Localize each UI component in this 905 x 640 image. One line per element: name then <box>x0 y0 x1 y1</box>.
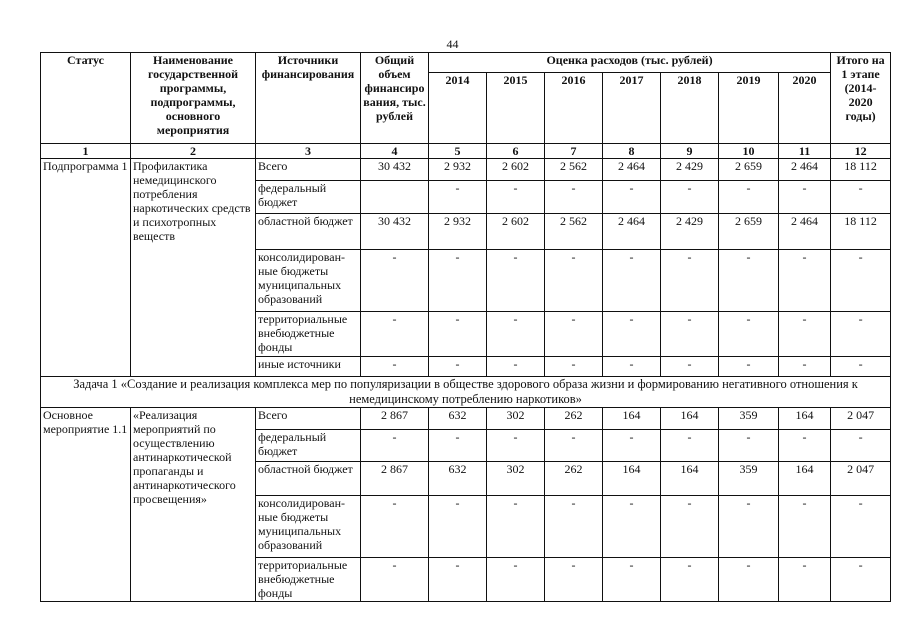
header-year: 2020 <box>779 73 831 144</box>
year-value-cell: - <box>487 558 545 602</box>
year-value-cell: 164 <box>603 408 661 430</box>
stage-total-cell: 2 047 <box>831 408 891 430</box>
year-value-cell: 2 659 <box>719 214 779 250</box>
column-number: 11 <box>779 144 831 159</box>
year-value-cell: - <box>487 430 545 462</box>
source-cell: областной бюджет <box>256 214 361 250</box>
stage-total-cell: - <box>831 250 891 312</box>
header-year: 2017 <box>603 73 661 144</box>
year-value-cell: 2 932 <box>429 159 487 181</box>
year-value-cell: 164 <box>779 462 831 496</box>
total-cell <box>361 181 429 214</box>
total-cell: - <box>361 558 429 602</box>
column-number: 4 <box>361 144 429 159</box>
column-number: 6 <box>487 144 545 159</box>
total-cell: 2 867 <box>361 408 429 430</box>
source-cell: консолидирован-ные бюджеты муниципальных образований <box>256 250 361 312</box>
year-value-cell: - <box>545 430 603 462</box>
year-value-cell: - <box>487 250 545 312</box>
column-number: 12 <box>831 144 891 159</box>
year-value-cell: 2 464 <box>603 214 661 250</box>
year-value-cell: - <box>719 181 779 214</box>
year-value-cell: - <box>487 496 545 558</box>
year-value-cell: - <box>603 558 661 602</box>
year-value-cell: 2 562 <box>545 159 603 181</box>
year-value-cell: - <box>661 496 719 558</box>
year-value-cell: 302 <box>487 462 545 496</box>
year-value-cell: - <box>429 496 487 558</box>
page-number: 44 <box>446 37 459 51</box>
year-value-cell: - <box>545 558 603 602</box>
stage-total-cell: 18 112 <box>831 159 891 181</box>
year-value-cell: 164 <box>603 462 661 496</box>
source-cell: иные источники <box>256 357 361 377</box>
column-number: 3 <box>256 144 361 159</box>
year-value-cell: 2 429 <box>661 214 719 250</box>
year-value-cell: 632 <box>429 462 487 496</box>
column-number: 9 <box>661 144 719 159</box>
year-value-cell: - <box>719 558 779 602</box>
year-value-cell: - <box>429 181 487 214</box>
year-value-cell: 359 <box>719 408 779 430</box>
total-cell: 30 432 <box>361 159 429 181</box>
year-value-cell: 2 464 <box>779 214 831 250</box>
source-cell: территориальные внебюджетные фонды <box>256 312 361 357</box>
year-value-cell: - <box>429 357 487 377</box>
year-value-cell: 2 429 <box>661 159 719 181</box>
total-cell: - <box>361 496 429 558</box>
year-value-cell: 2 602 <box>487 214 545 250</box>
year-value-cell: - <box>661 312 719 357</box>
year-value-cell: - <box>719 312 779 357</box>
header-total-volume: Общий объем финансиро вания, тыс. рублей <box>361 53 429 144</box>
column-number: 2 <box>131 144 256 159</box>
stage-total-cell: - <box>831 558 891 602</box>
year-value-cell: - <box>429 312 487 357</box>
stage-total-cell: - <box>831 496 891 558</box>
source-cell: Всего <box>256 159 361 181</box>
year-value-cell: 2 464 <box>603 159 661 181</box>
source-cell: Всего <box>256 408 361 430</box>
year-value-cell: - <box>545 250 603 312</box>
year-value-cell: 164 <box>661 408 719 430</box>
year-value-cell: - <box>779 558 831 602</box>
year-value-cell: - <box>603 250 661 312</box>
header-year: 2014 <box>429 73 487 144</box>
year-value-cell: 2 932 <box>429 214 487 250</box>
year-value-cell: - <box>779 430 831 462</box>
column-number-row <box>41 144 891 159</box>
source-cell: областной бюджет <box>256 462 361 496</box>
year-value-cell: - <box>779 312 831 357</box>
year-value-cell: - <box>545 312 603 357</box>
column-number: 8 <box>603 144 661 159</box>
status-cell: Подпрограмма 1 <box>41 159 131 377</box>
stage-total-cell: - <box>831 181 891 214</box>
header-year: 2018 <box>661 73 719 144</box>
year-value-cell: 164 <box>779 408 831 430</box>
year-value-cell: - <box>429 430 487 462</box>
year-value-cell: - <box>545 357 603 377</box>
column-number: 7 <box>545 144 603 159</box>
total-cell: - <box>361 250 429 312</box>
year-value-cell: - <box>429 250 487 312</box>
year-value-cell: - <box>487 357 545 377</box>
year-value-cell: - <box>429 558 487 602</box>
year-value-cell: - <box>603 181 661 214</box>
year-value-cell: - <box>779 181 831 214</box>
year-value-cell: 632 <box>429 408 487 430</box>
stage-total-cell: 18 112 <box>831 214 891 250</box>
year-value-cell: - <box>779 250 831 312</box>
year-value-cell: - <box>603 357 661 377</box>
header-sources: Источники финансирования <box>256 53 361 144</box>
source-cell: федеральный бюджет <box>256 430 361 462</box>
task-row <box>41 377 891 408</box>
total-cell: - <box>361 430 429 462</box>
table-row <box>41 159 891 181</box>
program-name-cell: «Реализация мероприятий по осуществлению антинаркотической пропаганды и антинаркотического просвещения» <box>131 408 256 602</box>
header-program-name: Наименование государственной программы, подпрограммы, основного мероприятия <box>131 53 256 144</box>
year-value-cell: 2 562 <box>545 214 603 250</box>
year-value-cell: 302 <box>487 408 545 430</box>
year-value-cell: - <box>719 430 779 462</box>
year-value-cell: - <box>603 430 661 462</box>
year-value-cell: - <box>603 312 661 357</box>
column-number: 5 <box>429 144 487 159</box>
year-value-cell: 2 659 <box>719 159 779 181</box>
year-value-cell: - <box>487 181 545 214</box>
year-value-cell: - <box>545 181 603 214</box>
year-value-cell: - <box>603 496 661 558</box>
budget-table <box>40 52 891 602</box>
year-value-cell: - <box>661 357 719 377</box>
column-number: 10 <box>719 144 779 159</box>
year-value-cell: 262 <box>545 408 603 430</box>
year-value-cell: - <box>661 250 719 312</box>
header-year: 2016 <box>545 73 603 144</box>
source-cell: территориальные внебюджетные фонды <box>256 558 361 602</box>
year-value-cell: 2 602 <box>487 159 545 181</box>
total-cell: - <box>361 312 429 357</box>
total-cell: 2 867 <box>361 462 429 496</box>
header-status: Статус <box>41 53 131 144</box>
header-stage-total: Итого на 1 этапе (2014-2020 годы) <box>831 53 891 144</box>
program-name-cell: Профилактика немедицинского потребления наркотических средств и психотропных веществ <box>131 159 256 377</box>
status-cell: Основное мероприятие 1.1 <box>41 408 131 602</box>
header-expense-estimate: Оценка расходов (тыс. рублей) <box>429 53 831 73</box>
table-row <box>41 408 891 430</box>
source-cell: консолидирован-ные бюджеты муниципальных образований <box>256 496 361 558</box>
year-value-cell: - <box>779 357 831 377</box>
total-cell: 30 432 <box>361 214 429 250</box>
year-value-cell: 262 <box>545 462 603 496</box>
year-value-cell: - <box>487 312 545 357</box>
stage-total-cell: - <box>831 430 891 462</box>
header-year: 2015 <box>487 73 545 144</box>
year-value-cell: 359 <box>719 462 779 496</box>
header-year: 2019 <box>719 73 779 144</box>
year-value-cell: - <box>719 357 779 377</box>
column-number: 1 <box>41 144 131 159</box>
total-cell: - <box>361 357 429 377</box>
year-value-cell: - <box>719 250 779 312</box>
year-value-cell: 164 <box>661 462 719 496</box>
stage-total-cell: - <box>831 312 891 357</box>
year-value-cell: - <box>779 496 831 558</box>
year-value-cell: - <box>661 558 719 602</box>
year-value-cell: - <box>661 430 719 462</box>
year-value-cell: - <box>661 181 719 214</box>
task-description: Задача 1 «Создание и реализация комплекса мер по популяризации в обществе здорового образа жизни и формированию негативного отношения к немедицинскому потреблению наркотиков» <box>41 377 891 408</box>
year-value-cell: 2 464 <box>779 159 831 181</box>
year-value-cell: - <box>545 496 603 558</box>
stage-total-cell: - <box>831 357 891 377</box>
source-cell: федеральный бюджет <box>256 181 361 214</box>
year-value-cell: - <box>719 496 779 558</box>
stage-total-cell: 2 047 <box>831 462 891 496</box>
